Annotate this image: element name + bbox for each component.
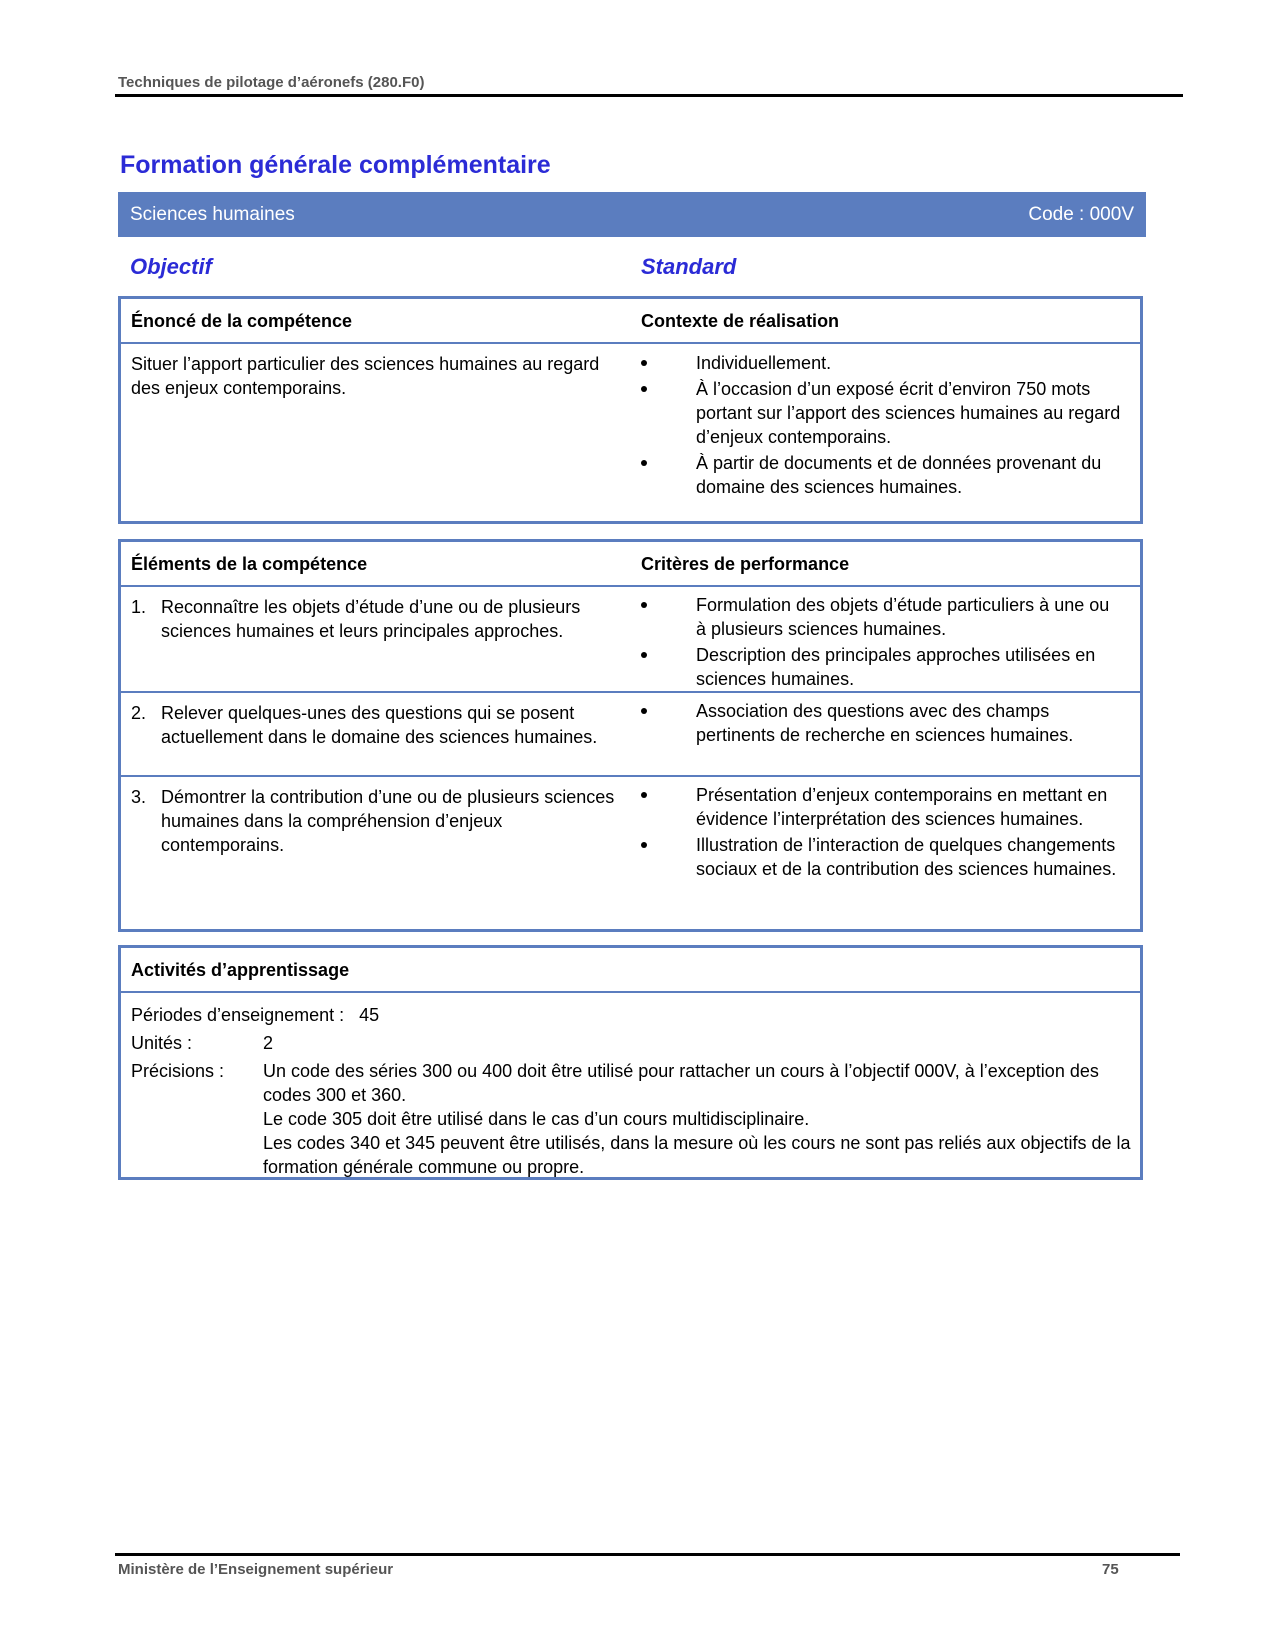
standard-label: Standard	[641, 254, 737, 279]
elements-box-head	[121, 542, 1140, 587]
subject-bar	[118, 192, 1146, 237]
footer-ministry: Ministère de l’Enseignement supérieur	[118, 1561, 394, 1578]
contexte-item: À l’occasion d’un exposé écrit d’environ 750 mots portant sur l’apport des sciences humaines au regard d’enjeux contemporains.	[641, 377, 1121, 449]
section-title: Formation générale complémentaire	[120, 151, 551, 179]
contexte-item: À partir de documents et de données provenant du domaine des sciences humaines.	[641, 451, 1121, 499]
objectif-label: Objectif	[130, 254, 212, 279]
element-text: Relever quelques-unes des questions qui se posent actuellement dans le domaine des sciences humaines.	[161, 703, 598, 747]
enonce-box	[118, 296, 1143, 524]
subject-name: Sciences humaines	[130, 203, 295, 225]
precisions-label: Précisions :	[131, 1061, 225, 1081]
periodes-value: 45	[359, 1005, 380, 1025]
unites-label: Unités :	[131, 1033, 193, 1053]
contexte-heading: Contexte de réalisation	[641, 311, 840, 331]
elements-box	[118, 539, 1143, 932]
page-number: 75	[1102, 1561, 1119, 1578]
critere-item: Présentation d’enjeux contemporains en mettant en évidence l’interprétation des sciences humaines.	[641, 783, 1121, 831]
contexte-item: Individuellement.	[641, 351, 1121, 375]
unites-value: 2	[263, 1033, 274, 1053]
precision-paragraph: Un code des séries 300 ou 400 doit être utilisé pour rattacher un cours à l’objectif 000V, à l’exception des codes 300 et 360.	[263, 1061, 1099, 1105]
precisions	[131, 1059, 1136, 1179]
periodes-label: Périodes d’enseignement :	[131, 1005, 345, 1025]
elements-heading: Éléments de la compétence	[131, 554, 368, 574]
element-row	[121, 693, 1140, 777]
criteres-heading: Critères de performance	[641, 554, 850, 574]
element-text: Démontrer la contribution d’une ou de plusieurs sciences humaines dans la compréhension d’enjeux contemporains.	[161, 787, 615, 855]
critere-item: Association des questions avec des champs pertinents de recherche en sciences humaines.	[641, 699, 1121, 747]
enonce-box-head	[121, 299, 1140, 344]
element-row	[121, 777, 1140, 935]
activites-heading: Activités d’apprentissage	[131, 960, 350, 980]
enonce-heading: Énoncé de la compétence	[131, 311, 353, 331]
element-number: 2.	[131, 703, 147, 723]
element-number: 3.	[131, 787, 147, 807]
precision-paragraph: Le code 305 doit être utilisé dans le cas d’un cours multidisciplinaire.	[263, 1109, 810, 1129]
critere-item: Formulation des objets d’étude particuliers à une ou à plusieurs sciences humaines.	[641, 593, 1121, 641]
precision-paragraph: Les codes 340 et 345 peuvent être utilisés, dans la mesure où les cours ne sont pas reliés aux objectifs de la formation générale commune ou propre.	[263, 1133, 1131, 1177]
critere-item: Illustration de l’interaction de quelques changements sociaux et de la contribution des sciences humaines.	[641, 833, 1121, 881]
periodes-line	[131, 1003, 379, 1027]
critere-item: Description des principales approches utilisées en sciences humaines.	[641, 643, 1121, 691]
contexte-list	[641, 351, 1121, 501]
activites-box-head	[121, 948, 1140, 993]
enonce-text: Situer l’apport particulier des sciences humaines au regard des enjeux contemporains.	[131, 354, 600, 398]
activites-box	[118, 945, 1143, 1180]
element-number: 1.	[131, 597, 147, 617]
running-header: Techniques de pilotage d’aéronefs (280.F0)	[118, 74, 425, 91]
element-row	[121, 587, 1140, 693]
element-text: Reconnaître les objets d’étude d’une ou de plusieurs sciences humaines et leurs principales approches.	[161, 597, 581, 641]
footer-rule	[115, 1553, 1180, 1556]
subject-code: Code : 000V	[1028, 203, 1134, 225]
header-rule	[115, 94, 1183, 97]
unites-line	[131, 1031, 273, 1055]
